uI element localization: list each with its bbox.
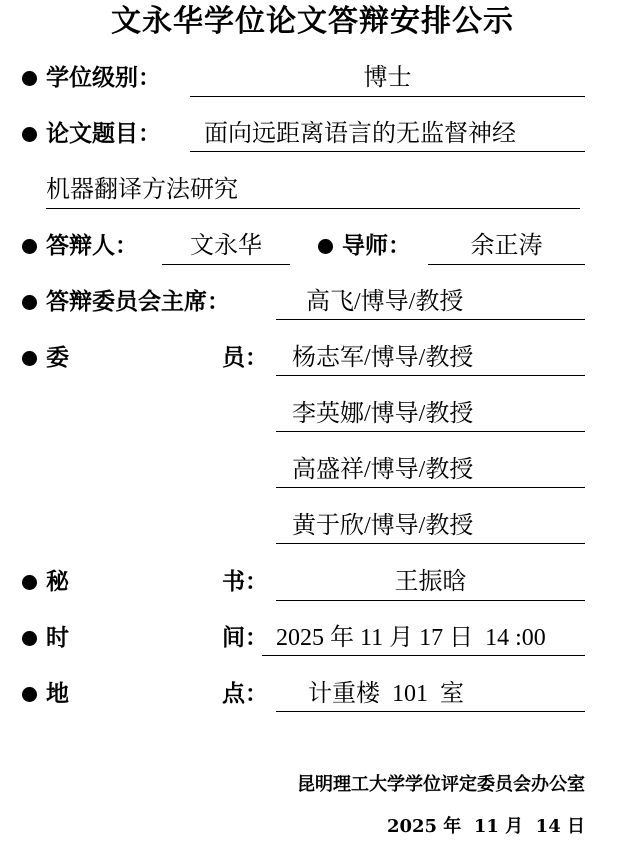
issue-date: 2025 年 11 月 14 日 (386, 816, 585, 837)
committee-row-4 (0, 506, 625, 546)
chair-label: 答辩委员会主席： (46, 288, 230, 315)
bullet-icon (318, 239, 333, 254)
degree-row (0, 58, 625, 98)
bullet-icon (22, 127, 37, 142)
committee-member: 黄于欣/博导/教授 (276, 506, 585, 544)
location-row (0, 674, 625, 714)
bullet-icon (22, 575, 37, 590)
bullet-icon (22, 71, 37, 86)
degree-label: 学位级别： (46, 64, 161, 91)
degree-value: 博士 (190, 58, 585, 97)
secretary-row (0, 562, 625, 602)
bullet-icon (22, 687, 37, 702)
chair-row (0, 282, 625, 322)
candidate-value: 文永华 (162, 226, 290, 265)
thesis-row-continued (0, 170, 625, 210)
location-value: 计重楼 101 室 (276, 674, 585, 712)
chair-value: 高飞/博导/教授 (276, 282, 585, 320)
committee-label-first: 委 (46, 344, 69, 371)
time-value: 2025 年 11 月 17 日 14 :00 (262, 618, 585, 656)
committee-member: 高盛祥/博导/教授 (276, 450, 585, 488)
secretary-value: 王振晗 (276, 562, 585, 601)
candidate-row (0, 226, 625, 266)
committee-member: 李英娜/博导/教授 (276, 394, 585, 432)
bullet-icon (22, 295, 37, 310)
committee-row-2 (0, 394, 625, 434)
candidate-label: 答辩人： (46, 232, 138, 259)
page-title: 文永华学位论文答辩安排公示 (111, 4, 514, 39)
thesis-label: 论文题目： (46, 120, 161, 147)
committee-member: 杨志军/博导/教授 (276, 338, 585, 376)
bullet-icon (22, 351, 37, 366)
committee-row (0, 338, 625, 378)
location-label-first: 地 (46, 680, 69, 707)
committee-label-second: 员： (222, 344, 268, 371)
issuing-office: 昆明理工大学学位评定委员会办公室 (297, 774, 585, 795)
thesis-row (0, 114, 625, 154)
advisor-label: 导师： (342, 232, 411, 259)
advisor-value: 余正涛 (428, 226, 585, 265)
bullet-icon (22, 631, 37, 646)
bullet-icon (22, 239, 37, 254)
thesis-title-line1: 面向远距离语言的无监督神经 (190, 114, 585, 152)
committee-row-3 (0, 450, 625, 490)
thesis-title-line2: 机器翻译方法研究 (46, 170, 580, 209)
secretary-label-second: 书： (222, 568, 268, 595)
location-label-second: 点： (222, 680, 268, 707)
secretary-label-first: 秘 (46, 568, 69, 595)
time-label-first: 时 (46, 624, 69, 651)
time-label-second: 间： (222, 624, 268, 651)
time-row (0, 618, 625, 658)
